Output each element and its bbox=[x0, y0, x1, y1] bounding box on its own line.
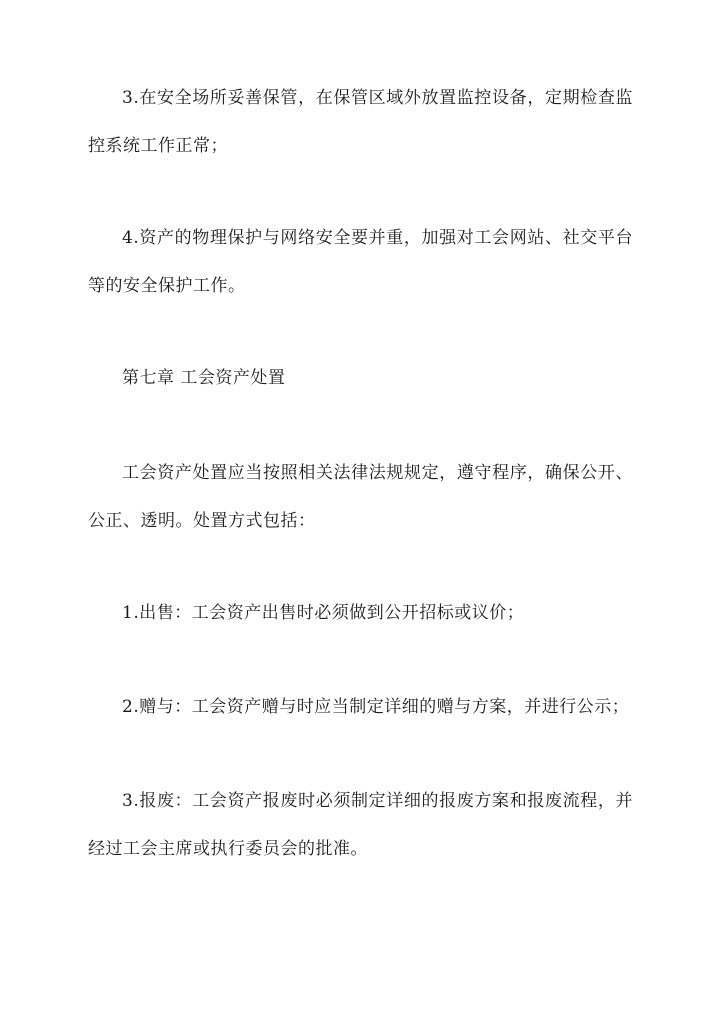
chapter-heading: 第七章 工会资产处置 bbox=[122, 368, 286, 388]
list-item-scrapping: 3.报废：工会资产报废时必须制定详细的报废方案和报废流程，并经过工会主席或执行委员会的批准。 bbox=[88, 791, 633, 859]
list-item-sale: 1.出售：工会资产出售时必须做到公开招标或议价； bbox=[122, 603, 525, 623]
paragraph-physical-network-security: 4.资产的物理保护与网络安全要并重，加强对工会网站、社交平台等的安全保护工作。 bbox=[88, 228, 633, 296]
list-item-donation: 2.赠与：工会资产赠与时应当制定详细的赠与方案，并进行公示； bbox=[122, 697, 630, 717]
paragraph-secure-storage: 3.在安全场所妥善保管，在保管区域外放置监控设备，定期检查监控系统工作正常； bbox=[88, 88, 633, 156]
paragraph-disposal-intro: 工会资产处置应当按照相关法律法规规定，遵守程序，确保公开、公正、透明。处置方式包括： bbox=[88, 463, 633, 531]
